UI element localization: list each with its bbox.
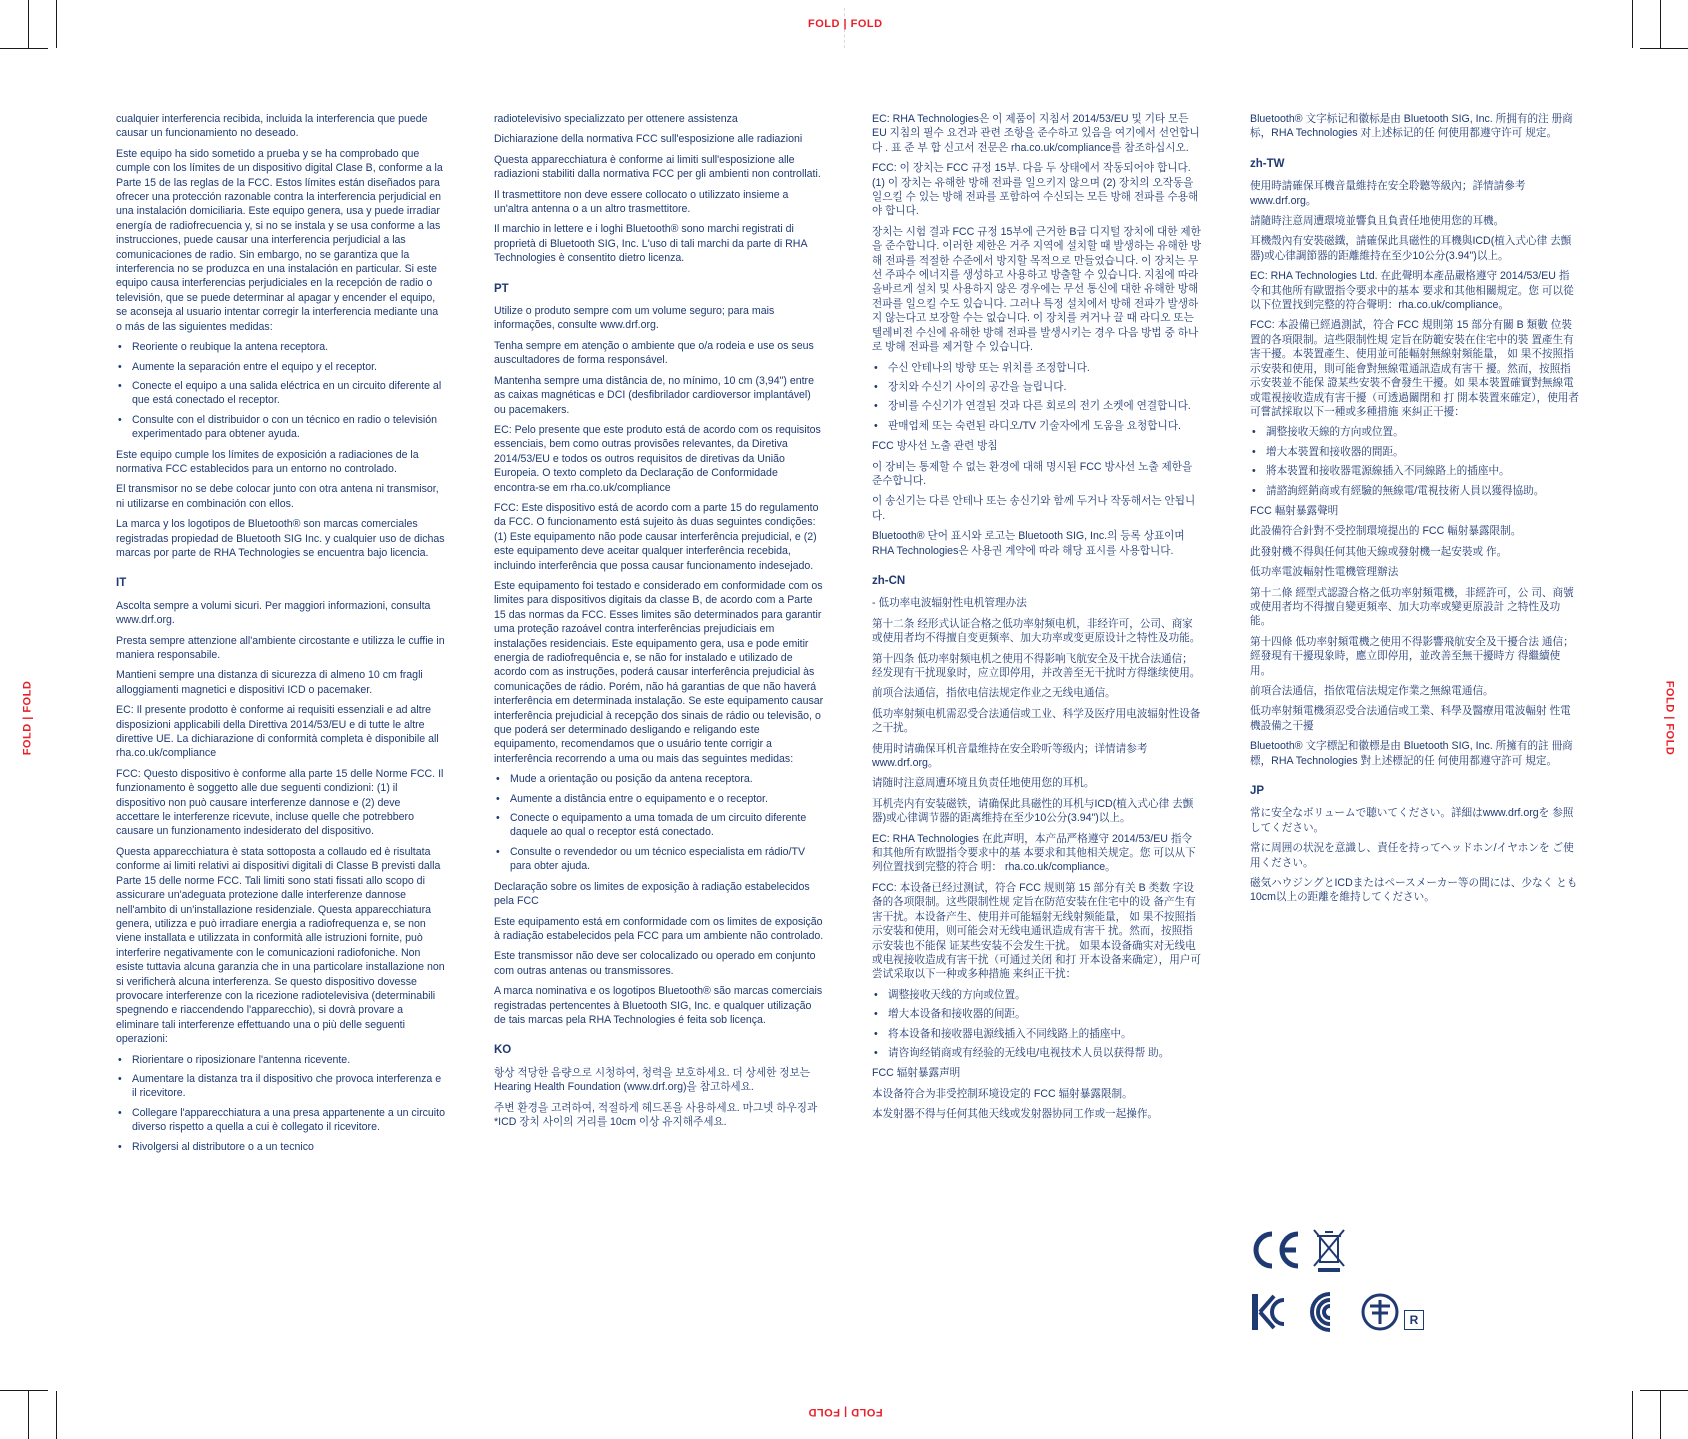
paragraph: 前項合法通信，指依電信法規定作業之無線電通信。 [1250,685,1494,697]
bullet-list [872,988,1202,1061]
section-heading: PT [494,282,509,295]
paragraph: Bluetooth® 文字標記和徽標是由 Bluetooth SIG, Inc. 所擁有的註 冊商標，RHA Technologies 對上述標記的任 何使用都遵守許可 規定。 [1250,740,1573,767]
paragraph: 使用时请确保耳机音量维持在安全聆听等级内；详情请参考 www.drf.org。 [872,742,1148,770]
fold-label-right: FOLD | FOLD [1663,680,1676,756]
fold-label-bottom: FOLD | FOLD [808,1406,883,1418]
crop-mark [0,1390,48,1391]
section-heading: zh-CN [872,574,906,587]
crop-mark [0,48,48,49]
paragraph: 第十二条 经形式认证合格之低功率射频电机，非经许可，公司、商家或使用者均不得擅自变更频率、加大功率或变更原设计之特性及功能。 [872,617,1201,645]
paragraph: 低功率電波輻射性電機管理辦法 [1250,566,1399,579]
paragraph: Dichiarazione della normativa FCC sull'esposizione alle radiazioni [494,133,803,146]
paragraph: EC: Pelo presente que este produto está de acordo com os requisitos essenciais, bem como outras provisões relevantes, da Diretiva 2014/53/EU e todos os outros requisitos de diretivas da União Europeia. O texto completo da Declaração de Conformidade encontra-se em rha.co.uk/compliance [494,423,821,494]
paragraph: FCC: 本设备已经过测试，符合 FCC 规则第 15 部分有关 B 类数 字设备的各项限制。这些限制性规 定旨在防范安装在住宅中的设 备产生有害干扰。本设备产生、使用并可能辐射无线射频能量， 如 果不按照指示安装和使用，则可能会对无线电通讯造成有害干 扰。然而，按照指示安装也不能保 证某些安装不会发生干扰。 如果本设备确实对无线电或电视接收造成有害干扰（可通过关闭 和打 开本设备来确定），用户可尝试采取以下一种或多种措施 来纠正干扰： [872,881,1201,981]
paragraph: 本设备符合为非受控制环境设定的 FCC 辐射暴露限制。 [872,1087,1133,1100]
paragraph: FCC 辐射暴露声明 [872,1067,961,1080]
rcm-mark-icon [1300,1290,1344,1334]
weee-bin-icon [1312,1228,1346,1274]
paragraph: EC: Il presente prodotto è conforme ai requisiti essenziali e ad altre disposizioni applicabili della Direttiva 2014/53/EU e di tutte le altre direttive UE. La dichiarazione di conformità completa è disponibile all rha.co.uk/compliance [116,704,439,760]
paragraph: FCC: 本設備已經過測試，符合 FCC 規則第 15 部分有關 B 類數 位裝置的各項限制。這些限制性規 定旨在防範安裝在住宅中的裝 置產生有害干擾。本裝置產生、使用並可能輻射無線射頻能量， 如 果不按照指示安裝和使用，則可能會對無線電通訊造成有害干 擾。然而，按照指示安裝並不能保 證某些安裝不會發生干擾。如 果本裝置確實對無線電或電視接收造成有害干擾（可透過關閉和 打 開本裝置來確定），使用者可嘗試採取以下一種或多種措施 來糾正干擾： [1250,319,1579,418]
column-it-pt-ko [494,112,824,1135]
telec-registered-box: R [1404,1310,1424,1330]
crop-mark [1632,1391,1633,1439]
paragraph: EC: RHA Technologies Ltd. 在此聲明本產品嚴格遵守 2014/53/EU 指令和其他所有歐盟指令要求中的基本 要求和其他相關規定。您 可以從以下位置找到完整的符合聲明：rha.co.uk/compliance。 [1250,270,1574,312]
paragraph: 低功率射频电机需忍受合法通信或工业、科学及医疗用电波辐射性设备之干扰。 [872,707,1201,735]
list-item: • 將本裝置和接收器電源線插入不同線路上的插座中。 [1250,464,1580,478]
list-item: • Rivolgersi al distributore o a un tecnico [116,1140,446,1154]
paragraph: Il marchio in lettere e i loghi Bluetooth® sono marchi registrati di proprietà di Bluetooth SIG, Inc. L'uso di tali marchi da parte di RHA Technologies è consentito dietro licenza. [494,223,807,265]
section-heading: IT [116,577,127,590]
section-heading: JP [1250,785,1265,798]
bullet-list [872,361,1202,434]
list-item: • Mude a orientação ou posição da antena receptora. [494,772,824,786]
list-item: • 增大本裝置和接收器的間距。 [1250,445,1580,459]
paragraph: cualquier interferencia recibida, incluida la interferencia que puede causar un funcionamiento no deseado. [116,113,428,140]
paragraph: 使用時請確保耳機音量維持在安全聆聽等級內；詳情請參考 www.drf.org。 [1250,180,1526,207]
paragraph: Il trasmettitore non deve essere collocato o utilizzato insieme a un'altra antenna o a un altro trasmettitore. [494,188,789,216]
paragraph: 低功率射頻電機須忍受合法通信或工業、科學及醫療用電波輻射 性電機設備之干擾 [1250,705,1571,732]
paragraph: 前项合法通信，指依电信法规定作业之无线电通信。 [872,687,1116,700]
paragraph: Declaração sobre os limites de exposição à radiação estabelecidos pela FCC [494,880,810,908]
fold-label-top: FOLD | FOLD [808,18,883,30]
paragraph: EC: RHA Technologies 在此声明，本产品严格遵守 2014/53/EU 指令和其他所有欧盟指令要求中的基 本要求和其他相关规定。您 可以从下列位置找到完整的符合 明： rha.co.uk/compliance。 [872,832,1196,874]
paragraph: FCC: Questo dispositivo è conforme alla parte 15 delle Norme FCC. Il funzionamento è soggetto alle due seguenti condizioni: (1) il dispositivo non può causare interferenze dannose e (2) deve accettare le interferenze ricevute, incluse quelle che potrebbero causare un funzionamento indesiderato del dispositivo. [116,767,444,838]
list-item: • Aumente a distância entre o equipamento e o receptor. [494,792,824,806]
list-item: • 请咨询经销商或有经验的无线电/电视技术人员以获得帮 助。 [872,1046,1202,1060]
paragraph: 耳機殼內有安裝磁鐵，請確保此具磁性的耳機與ICD(植入式心律 去顫器)或心律調節器的距離維持在至少10公分(3.94")以上。 [1250,235,1572,262]
list-item: • 調整接收天線的方向或位置。 [1250,425,1580,439]
paragraph: Este equipamento está em conformidade com os limites de exposição à radiação estabelecidos pela FCC para um ambiente não controlado. [494,915,824,942]
fold-label-left: FOLD | FOLD [21,680,34,756]
paragraph: La marca y los logotipos de Bluetooth® son marcas comerciales registradas propiedad de Bluetooth SIG Inc. y cualquier uso de dichas marcas por parte de RHA Technologies se encuentra bajo licencia. [116,518,445,559]
list-item: • 수신 안테나의 방향 또는 위치를 조정합니다. [872,361,1202,375]
crop-mark [28,0,29,48]
paragraph: Questa apparecchiatura è stata sottoposta a collaudo ed è risultata conforme ai limiti relativi ai dispositivi digitali di Classe B previsti dalla Parte 15 delle norme FCC. Tali limiti sono stati fissati allo scopo di assicurare un'adeguata protezione dalle interferenze dannose nell'ambito di un'installazione residenziale. Questa apparecchiatura genera, utilizza e può irradiare energia a radiofrequenza e, se non viene installata e utilizzata in conformità alle istruzioni fornite, può interferire negativamente con le comunicazioni radiofoniche. Non esiste tuttavia alcuna garanzia che in una particolare installazione non si verificherà alcuna interferenza. Se questo dispositivo dovesse provocare interferenze con la ricezione radiotelevisiva (determinabili spegnendo e riaccendendo l'apparecchio), si dovrà provare a eliminare tali interferenze effettuando una o più delle seguenti operazioni: [116,845,445,1046]
paragraph: 第十四条 低功率射频电机之使用不得影响飞航安全及干扰合法通信；经发现有干扰现象时，应立即停用，并改善至无干扰时方得继续使用。 [872,652,1201,679]
paragraph: EC: RHA Technologies은 이 제품이 지침서 2014/53/EU 및 기타 모든 EU 지침의 필수 요건과 관련 조항을 준수하고 있음을 여기에서 선언합니다 . 표 준 부 합 신고서 전문은 rha.co.uk/compliance를 참조하십시오. [872,113,1200,154]
crop-mark [1660,0,1661,48]
paragraph: 耳机壳内有安装磁铁，请确保此具磁性的耳机与ICD(植入式心律 去颤器)或心律调节器的距离维持在至少10公分(3.94")以上。 [872,797,1194,825]
paragraph: 항상 적당한 음량으로 시청하여, 청력을 보호하세요. 더 상세한 정보는 Hearing Health Foundation (www.drf.org)을 참고하세요. [494,1066,810,1094]
paragraph: 常に周囲の状況を意識し、責任を持ってヘッドホン/イヤホンを ご使用ください。 [1250,842,1574,869]
crop-mark [1640,1390,1688,1391]
paragraph: 常に安全なボリュームで聴いてください。詳細はwww.drf.orgを 参照してください。 [1250,807,1574,834]
list-item: • Conecte el equipo a una salida eléctrica en un circuito diferente al que está conectado el receptor. [116,379,446,408]
paragraph: Bluetooth® 단어 표시와 로고는 Bluetooth SIG, Inc.의 등록 상표이며 RHA Technologies은 사용권 계약에 따라 해당 표시를 사용합니다. [872,530,1185,557]
paragraph: Mantenha sempre uma distância de, no mínimo, 10 cm (3,94") entre as caixas magnéticas e DCI (desfibrilador cardioversor implantável) ou pacemakers. [494,374,814,416]
paragraph: 第十四條 低功率射頻電機之使用不得影響飛航安全及干擾合法 通信；經發現有干擾現象時，應立即停用，並改善至無干擾時方 得繼續使用。 [1250,635,1574,677]
ce-mark-icon [1250,1228,1302,1272]
paragraph: 此發射機不得與任何其他天線或發射機一起安裝或 作。 [1250,545,1508,558]
paragraph: 주변 환경을 고려하여, 적절하게 헤드폰을 사용하세요. 마그넷 하우징과 *ICD 장치 사이의 거리를 10cm 이상 유지해주세요. [494,1101,818,1128]
paragraph: Questa apparecchiatura è conforme ai limiti sull'esposizione alle radiazioni stabiliti dalla normativa FCC per gli ambienti non controllati. [494,153,821,181]
crop-mark [56,1391,57,1439]
paragraph: 本发射器不得与任何其他天线或发射器协同工作或一起操作。 [872,1108,1159,1121]
telec-mark-icon [1360,1292,1400,1332]
paragraph: Tenha sempre em atenção o ambiente que o/a rodeia e use os seus auscultadores de forma responsável. [494,339,814,367]
section-heading: zh-TW [1250,157,1285,170]
paragraph: 磁気ハウジングとICDまたはペースメーカー等の間には、少なく とも10cm以上の距離を維持してください。 [1250,877,1578,904]
crop-mark [1640,48,1688,49]
paragraph: 此設備符合針對不受控制環境提出的 FCC 輻射暴露限制。 [1250,525,1522,538]
crop-mark [56,0,57,48]
list-item: • Consulte o revendedor ou um técnico especialista em rádio/TV para obter ajuda. [494,845,824,874]
paragraph: FCC 방사선 노출 관련 방침 [872,440,998,453]
column-zhtw-jp [1250,112,1580,911]
list-item: • Collegare l'apparecchiatura a una presa appartenente a un circuito diverso rispetto a quella a cui è collegato il ricevitore. [116,1106,446,1135]
list-item: • 调整接收天线的方向或位置。 [872,988,1202,1002]
crop-mark [1632,0,1633,48]
list-item: • Conecte o equipamento a uma tomada de um circuito diferente daquele ao qual o receptor está conectado. [494,811,824,840]
paragraph: FCC: Este dispositivo está de acordo com a parte 15 do regulamento da FCC. O funcionamento está sujeito às duas seguintes condições: (1) Este equipamento não pode causar interferência prejudicial, e (2) este equipamento deve aceitar qualquer interferência recebida, incluindo interferência que possa causar funcionamento indesejado. [494,501,819,572]
paragraph: A marca nominativa e os logotipos Bluetooth® são marcas comerciais registradas pertencentes à Bluetooth SIG, Inc. e qualquer utilização de tais marcas pela RHA Technologies é feita sob licença. [494,985,823,1026]
bullet-list [1250,425,1580,498]
certification-marks [1250,1228,1450,1338]
list-item: • 請諮詢經銷商或有經驗的無線電/電視技術人員以獲得協助。 [1250,484,1580,498]
paragraph: radiotelevisivo specializzato per ottenere assistenza [494,113,738,125]
list-item: • Aumente la separación entre el equipo y el receptor. [116,360,446,374]
section-heading: KO [494,1044,512,1057]
paragraph: Utilize o produto sempre com um volume seguro; para mais informações, consulte www.drf.org. [494,305,775,332]
paragraph: 장치는 시험 결과 FCC 규정 15부에 근거한 B급 디지털 장치에 대한 제한을 준수합니다. 이러한 제한은 거주 지역에 설치할 때 발생하는 유해한 방해 전파를 적절한 수준에서 방지할 목적으로 만들었습니다. 이 장치는 무선 주파수 에너지를 생성하고 사용하고 방출할 수 있습니다. 지침에 따라 올바르게 설치 및 사용하지 않은 경우에는 무선 통신에 대한 유해한 방해 전파를 일으킬 수도 있습니다. 그러나 특정 설치에서 방해 전파가 발생하지 않는다고 보장할 수는 없습니다. 이 장치를 켜거나 끌 때 라디오 또는 텔레비전 수신에 유해한 방해 전파를 발생시키는 경우 다음 방법 중 하나로 방해 전파를 제거할 수 있습니다. [872,225,1202,354]
list-item: • Riorientare o riposizionare l'antenna ricevente. [116,1053,446,1067]
paragraph: - 低功率电波辐射性电机管理办法 [872,597,1027,610]
paragraph: Este equipo ha sido sometido a prueba y se ha comprobado que cumple con los límites de un dispositivo digital Clase B, conforme a la Parte 15 de las reglas de la FCC. Estos límites están diseñados para ofrecer una protección razonable contra la interferencia perjudicial en una instalación domiciliaria. Este equipo genera, usa y puede irradiar energía de radiofrecuencia y, si no se instala y se usa conforme a las instrucciones, puede causar una interferencia perjudicial a las comunicaciones de radio. Sin embargo, no se garantiza que la interferencia no se produzca en una instalación en particular. Si este equipo causa interferencias perjudiciales en la recepción de radio o televisión, que se puede determinar al apagar y encender el equipo, se aconseja al usuario intentar corregir la interferencia mediante una o más de las siguientes medidas: [116,147,443,333]
bullet-list [494,772,824,873]
list-item: • Reoriente o reubique la antena receptora. [116,340,446,354]
paragraph: FCC: 이 장치는 FCC 규정 15부. 다음 두 상태에서 작동되어야 합니다. (1) 이 장치는 유해한 방해 전파를 일으키지 않으며 (2) 장치의 오작동을 일으킬 수 있는 방해 전파를 포함하여 수신되는 모든 방해 전파를 수용해야 합니다. [872,162,1199,218]
paragraph: Este equipo cumple los límites de exposición a radiaciones de la normativa FCC establecidos para un entorno no controlado. [116,448,419,475]
list-item: • 增大本设备和接收器的间距。 [872,1007,1202,1021]
paragraph: Este equipamento foi testado e considerado em conformidade com os limites para dispositivos digitais da classe B, de acordo com a Parte 15 das normas da FCC. Esses limites são determinados para garantir uma proteção razoável contra interferências prejudiciais em instalações residenciais. Este equipamento gera, usa e pode emitir energia de radiofrequência e, se não for instalado e utilizado de acordo com as instruções, poderá causar interferência prejudicial às comunicações de rádio. Porém, não há garantias de que não haverá interferência em determinada instalação. Se este equipamento causar interferência prejudicial à recepção dos sinais de rádio ou televisão, o que poderá ser determinado desligando e religando este equipamento, recomendamos que o usuário tente corrigir a interferência recorrendo a uma ou mais das seguintes medidas: [494,579,824,765]
paragraph: FCC 輻射暴露聲明 [1250,504,1339,517]
list-item: • Aumentare la distanza tra il dispositivo che provoca interferenza e il ricevitore. [116,1072,446,1101]
list-item: • 장치와 수신기 사이의 공간을 늘립니다. [872,380,1202,394]
column-ko-zhcn [872,112,1202,1128]
crop-mark [1660,1391,1661,1439]
column-es-it [116,112,446,1160]
list-item: • 将本设备和接收器电源线插入不同线路上的插座中。 [872,1027,1202,1041]
paragraph: Presta sempre attenzione all'ambiente circostante e utilizza le cuffie in maniera responsabile. [116,634,445,661]
paragraph: 이 장비는 통제할 수 없는 환경에 대해 명시된 FCC 방사선 노출 제한을 준수합니다. [872,460,1193,487]
list-item: • Consulte con el distribuidor o con un técnico en radio o televisión experimentado para obtener ayuda. [116,413,446,442]
paragraph: 請隨時注意周遭環境並響負且負責任地使用您的耳機。 [1250,215,1505,228]
list-item: • 장비를 수신기가 연결된 것과 다른 회로의 전기 소켓에 연결합니다. [872,399,1202,413]
paragraph: Bluetooth® 文字标记和徽标是由 Bluetooth SIG, Inc. 所拥有的注 册商标，RHA Technologies 对上述标记的任 何使用都遵守许可 规定。 [1250,113,1573,140]
paragraph: El transmisor no se debe colocar junto con otra antena ni transmisor, ni utilizarse en combinación con ellos. [116,483,439,510]
crop-mark [28,1391,29,1439]
list-item: • 판매업체 또는 숙련된 라디오/TV 기술자에게 도움을 요청합니다. [872,419,1202,433]
kc-mark-icon [1250,1290,1286,1334]
paragraph: 이 송신기는 다른 안테나 또는 송신기와 함께 두거나 작동해서는 안됩니다. [872,495,1196,522]
paragraph: Este transmissor não deve ser colocalizado ou operado em conjunto com outras antenas ou transmissores. [494,950,816,977]
paragraph: 第十二條 經型式認證合格之低功率射頻電機，非經許可，公 司、商號或使用者均不得擅自變更頻率、加大功率或變更原設計 之特性及功能。 [1250,586,1574,628]
bullet-list [116,1053,446,1154]
paragraph: Ascolta sempre a volumi sicuri. Per maggiori informazioni, consulta www.drf.org. [116,599,431,627]
paragraph: 请随时注意周遭环境且负责任地使用您的耳机。 [872,777,1095,790]
paragraph: Mantieni sempre una distanza di sicurezza di almeno 10 cm fragli alloggiamenti magnetici e dispositivi ICD o pacemaker. [116,669,423,696]
bullet-list [116,340,446,441]
